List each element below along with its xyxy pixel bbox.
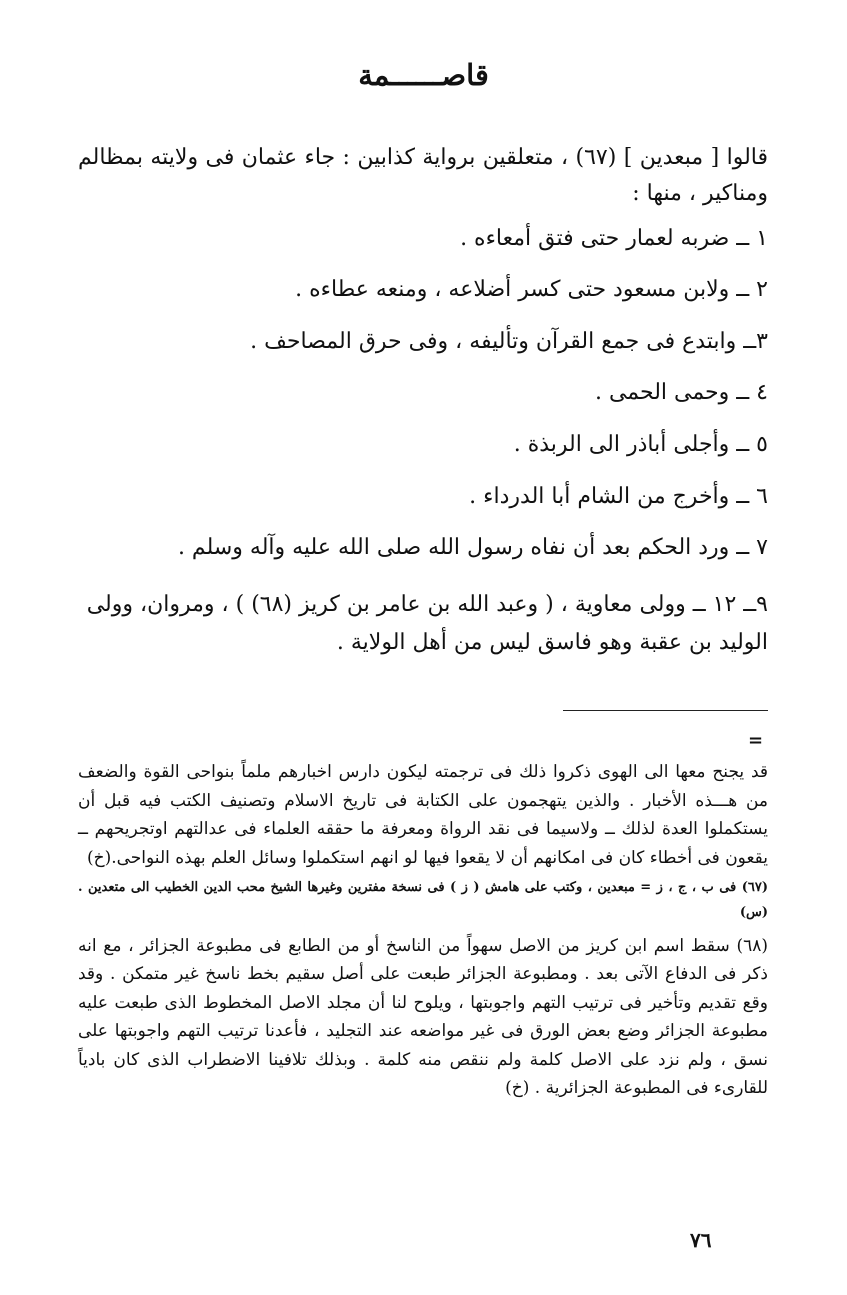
footnote-continuation: قد يجنح معها الى الهوى ذكروا ذلك فى ترجمته ليكون دارس اخبارهم ملماً بنواحى القوة والضعف من هـــذه الأخبار . والذين يتهجمون على الكتابة فى تاريخ الاسلام وتصنيف الكتب فيه قبل أن يستكملوا العدة لذلك ــ ولاسيما فى نقد الرواة ومعرفة ما حققه العلماء فى عدالتهم اوتجريحهم ــ يقعون فى أخطاء كان فى امكانهم أن لا يقعوا فيها لو انهم استكملوا وسائل العلم بهذه النواحى.(خ) [78, 762, 768, 868]
continuation-marker: = [748, 730, 764, 751]
page-number: ٧٦ [690, 1228, 712, 1252]
list-item: ٥ ــ وأجلى أباذر الى الربذة . [513, 431, 768, 457]
footnote-separator [563, 710, 768, 711]
list-item: ٧ ــ ورد الحكم بعد أن نفاه رسول الله صلى الله عليه وآله وسلم . [177, 535, 768, 561]
list-item: ٩ــ ١٢ ــ وولى معاوية ، ( وعبد الله بن عامر بن كريز (٦٨) ) ، ومروان، وولى الوليد بن عقبة وهو فاسق ليس من أهل الولاية . [86, 591, 768, 656]
footnote-68: (٦٨) سقط اسم ابن كريز من الاصل سهواً من الناسخ أو من الطابع فى مطبوعة الجزائر ، مع انه ذكر فى الدفاع الآتى بعد . ومطبوعة الجزائر طبعت على أصل سقيم بخط ناسخ غير متمكن . وقد وقع تقديم وتأخير فى ترتيب التهم واجوبتها ، ويلوح لنا أن مجلد الاصل المخطوط الذى طبعت عليه مطبوعة الجزائر وضع بعض الورق فى غير مواضعه عند التجليد ، فأعدنا ترتيب التهم واجوبتها على نسق ، ولم نزد على الاصل كلمة ولم ننقص منه كلمة . وبذلك تلافينا الاضطراب الذى كان بادياً للقارىء فى المطبوعة الجزائرية . (خ) [78, 935, 768, 1099]
intro-paragraph: قالوا [ مبعدين ] (٦٧) ، متعلقين برواية كذابين : جاء عثمان فى ولايته بمظالم ومناكير ، منها : [78, 145, 768, 207]
list-item: ١ ــ ضربه لعمار حتى فتق أمعاءه . [460, 225, 768, 251]
list-item: ٣ــ وابتدع فى جمع القرآن وتأليفه ، وفى حرق المصاحف . [250, 328, 768, 354]
list-item: ٢ ــ ولابن مسعود حتى كسر أضلاعه ، ومنعه عطاءه . [295, 277, 768, 303]
footnotes [78, 758, 768, 1107]
footnote-67: (٦٧) فى ب ، ج ، ز = مبعدين ، وكتب على هامش ( ز ) فى نسخة مفترين وغيرها الشيخ محب الدين الخطيب الى متعدين . (س) [78, 880, 768, 920]
list-item: ٤ ــ وحمى الحمى . [594, 380, 768, 406]
main-text [78, 140, 768, 686]
page-title: قاصــــــمة [358, 58, 489, 92]
list-item: ٦ ــ وأخرج من الشام أبا الدرداء . [469, 483, 768, 509]
